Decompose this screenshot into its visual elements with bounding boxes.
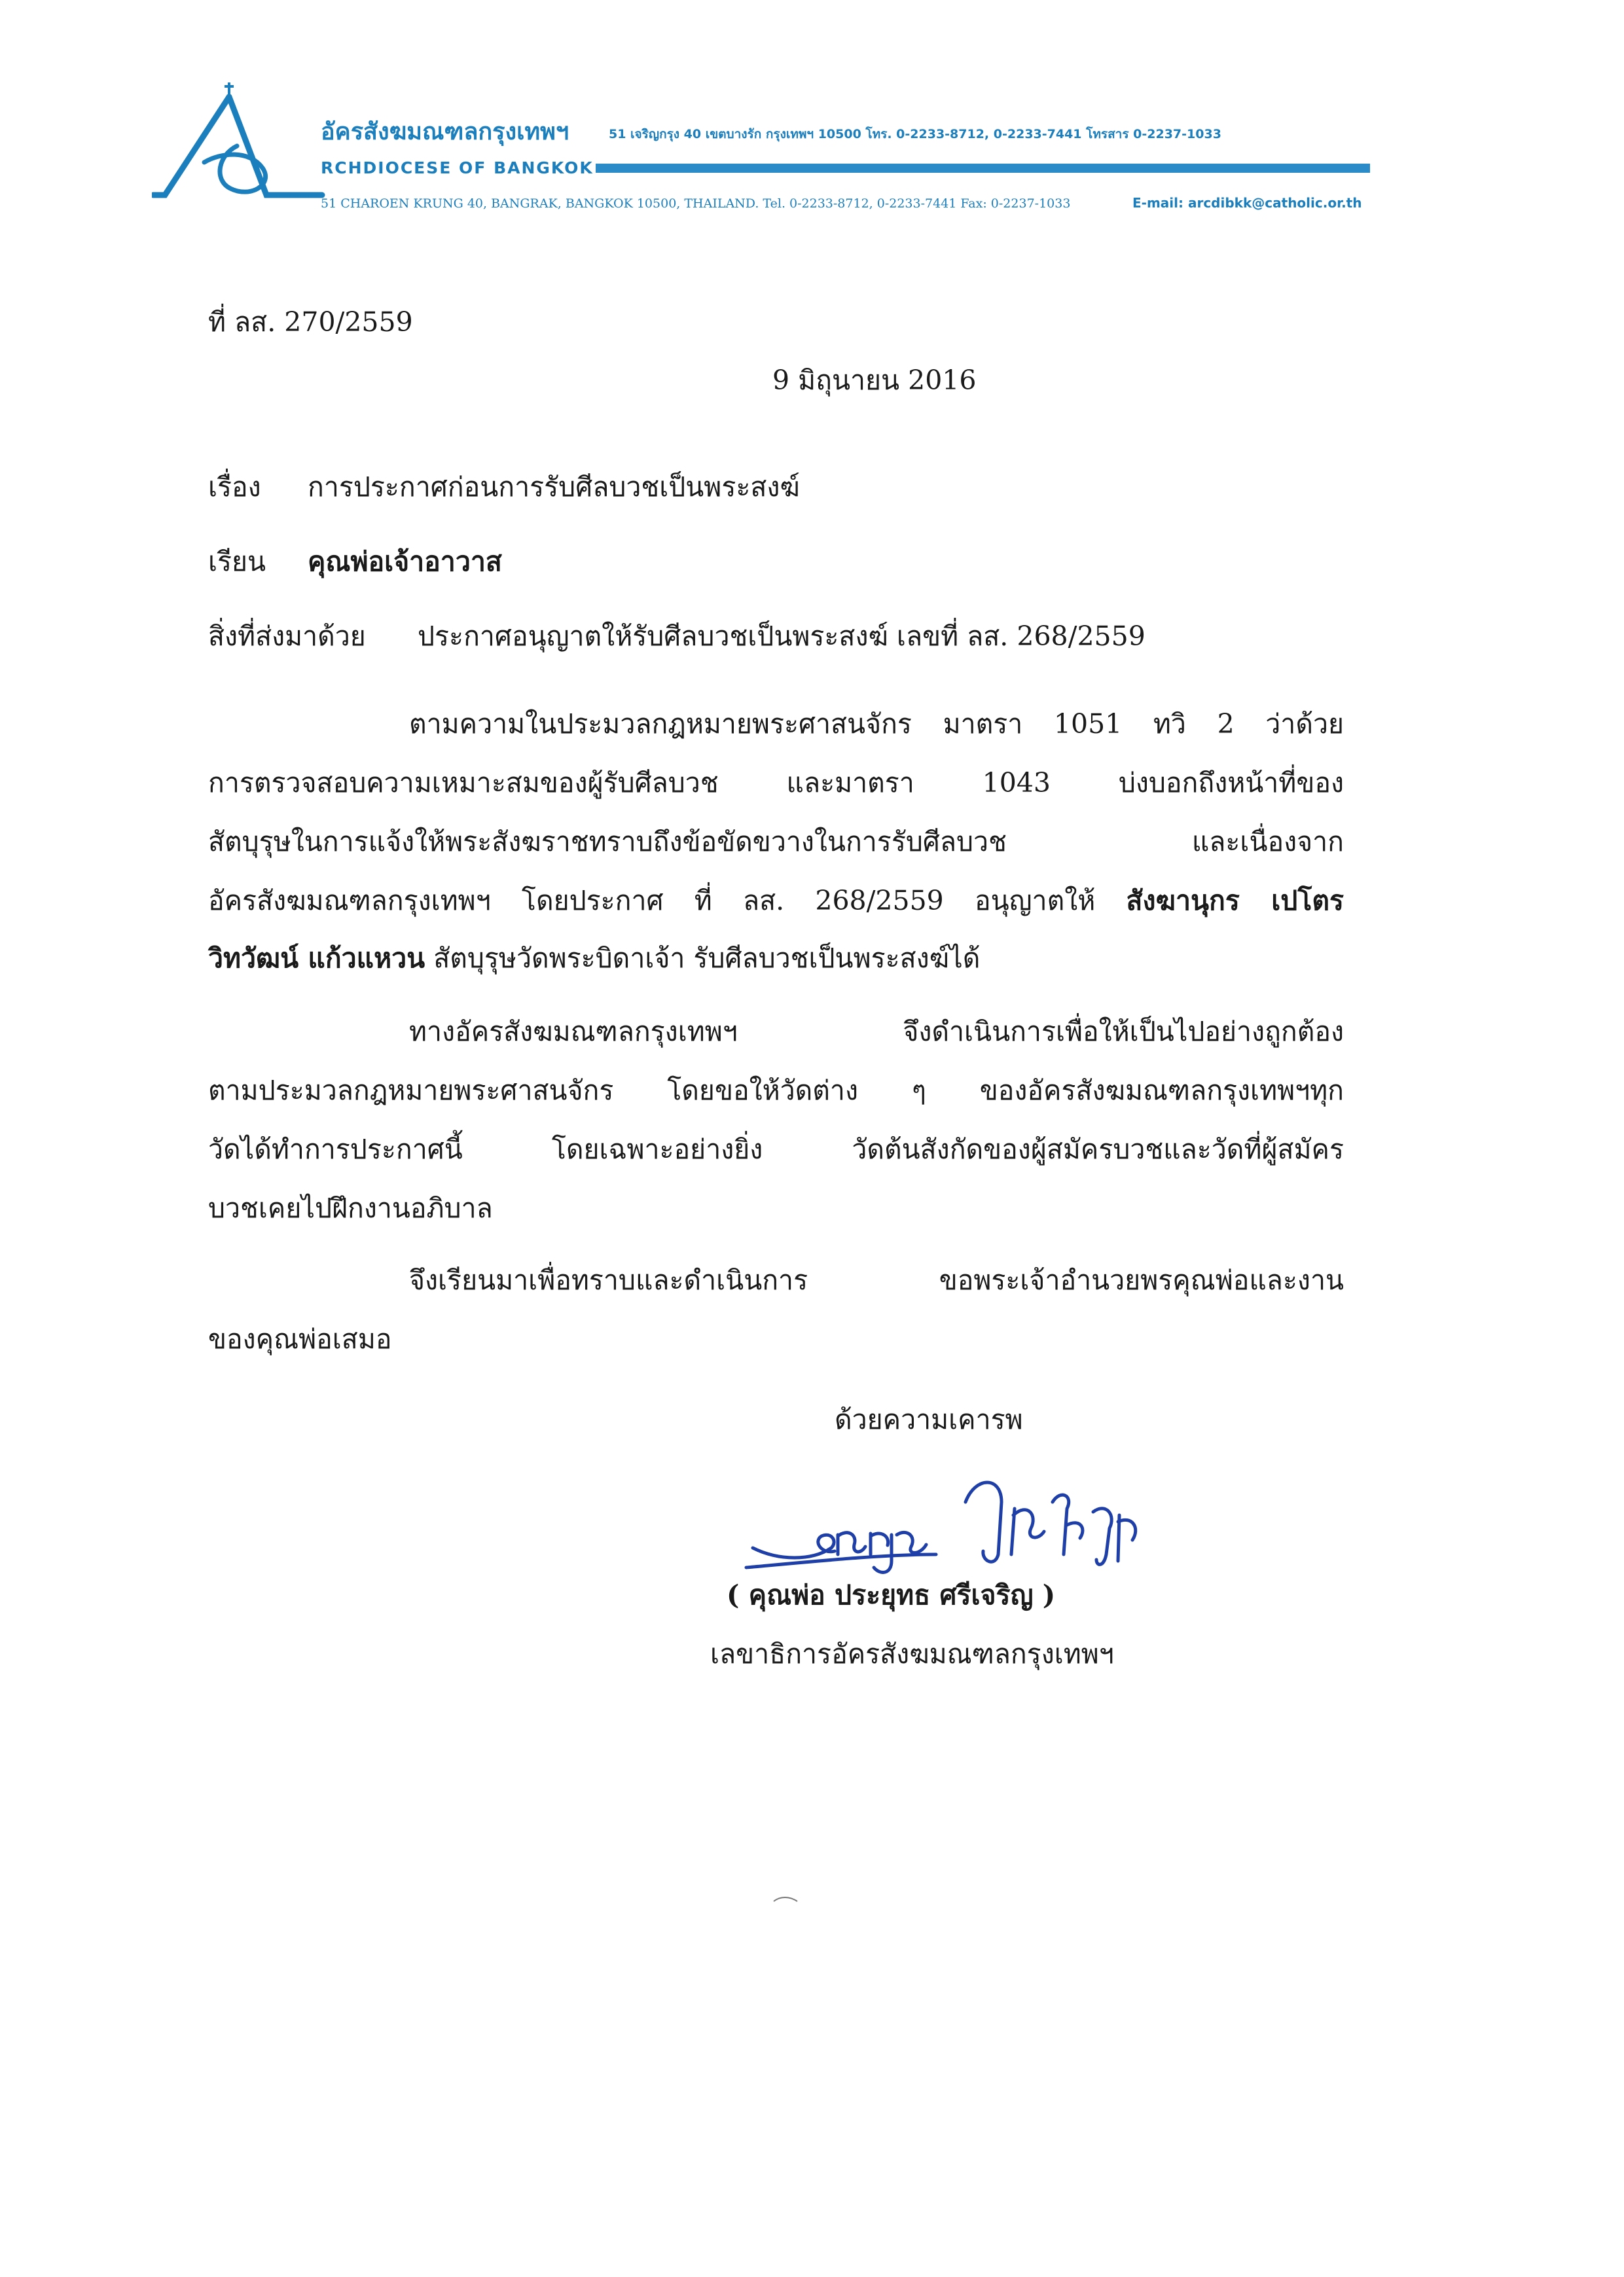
paragraph-1-line-1: ตามความในประมวลกฎหมายพระศาสนจักร มาตรา 1051 ทวิ 2 ว่าด้วย [409,708,1344,740]
paragraph-1-line-4 [208,885,1344,917]
paragraph-1-line-5-text: สัตบุรุษวัดพระบิดาเจ้า รับศีลบวชเป็นพระสงฆ์ได้ [425,942,981,974]
paragraph-2-line-1: ทางอัครสังฆมณฑลกรุงเทพฯ จึงดำเนินการเพื่อให้เป็นไปอย่างถูกต้อง [409,1016,1344,1047]
candidate-name-part-1: สังฆานุกร เปโตร [1126,885,1344,916]
paragraph-1-line-2: การตรวจสอบความเหมาะสมของผู้รับศีลบวช และมาตรา 1043 บ่งบอกถึงหน้าที่ของ [208,767,1344,798]
enclosure: ประกาศอนุญาตให้รับศีลบวชเป็นพระสงฆ์ เลขที่ ลส. 268/2559 [418,620,1146,652]
closing: ด้วยความเคารพ [835,1404,1023,1435]
letter-date: 9 มิถุนายน 2016 [772,365,977,396]
recipient: คุณพ่อเจ้าอาวาส [308,546,502,577]
reference-number: ที่ ลส. 270/2559 [208,306,413,338]
candidate-name-part-2: วิทวัฒน์ แก้วแหวน [208,942,425,974]
letterhead-band [596,164,1370,173]
paragraph-3-line-1: จึงเรียนมาเพื่อทราบและดำเนินการ ขอพระเจ้าอำนวยพรคุณพ่อและงาน [409,1264,1344,1296]
paragraph-3-line-2: ของคุณพ่อเสมอ [208,1323,392,1355]
paper-mark [772,1895,799,1904]
enclosure-label: สิ่งที่ส่งมาด้วย [208,620,366,652]
letterhead-thai-address: 51 เจริญกรุง 40 เขตบางรัก กรุงเทพฯ 10500 โทร. 0-2233-8712, 0-2233-7441 โทรสาร 0-2237-1033 [609,127,1221,141]
paragraph-2-line-3: วัดได้ทำการประกาศนี้ โดยเฉพาะอย่างยิ่ง วัดต้นสังกัดของผู้สมัครบวชและวัดที่ผู้สมัคร [208,1134,1344,1165]
paragraph-2-line-2: ตามประมวลกฎหมายพระศาสนจักร โดยขอให้วัดต่าง ๆ ของอัครสังฆมณฑลกรุงเทพฯทุก [208,1075,1344,1106]
letterhead-thai-name: อัครสังฆมณฑลกรุงเทพฯ [321,118,569,145]
letterhead-english-address: 51 CHAROEN KRUNG 40, BANGRAK, BANGKOK 10500, THAILAND. Tel. 0-2233-8712, 0-2233-7441 Fax: 0-2237-1033 [321,196,1071,211]
paragraph-1-line-4-text: อัครสังฆมณฑลกรุงเทพฯ โดยประกาศ ที่ ลส. 268/2559 อนุญาตให้ [208,885,1127,916]
paragraph-2-line-4: บวชเคยไปฝึกงานอภิบาล [208,1192,493,1224]
letterhead-email: E-mail: arcdibkk@catholic.or.th [1132,195,1362,211]
archdiocese-logo [152,77,342,208]
subject: การประกาศก่อนการรับศีลบวชเป็นพระสงฆ์ [308,471,800,503]
letterhead-english-name: RCHDIOCESE OF BANGKOK [321,158,594,177]
subject-label: เรื่อง [208,471,261,503]
signer-name: ( คุณพ่อ ประยุทธ ศรีเจริญ ) [727,1579,1056,1611]
handwritten-signature [740,1463,1159,1587]
signer-title: เลขาธิการอัครสังฆมณฑลกรุงเทพฯ [710,1638,1114,1670]
paragraph-1-line-5 [208,942,980,975]
paragraph-1-line-3: สัตบุรุษในการแจ้งให้พระสังฆราชทราบถึงข้อขัดขวางในการรับศีลบวช และเนื่องจาก [208,826,1344,857]
recipient-label: เรียน [208,546,266,577]
